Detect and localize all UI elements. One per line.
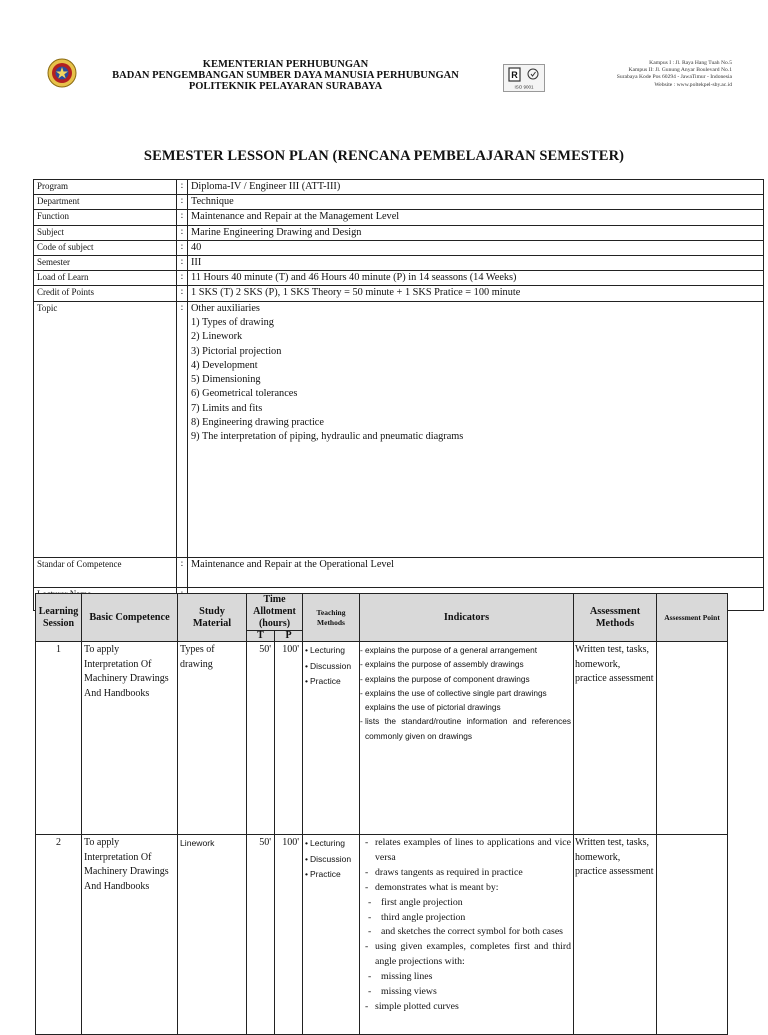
time-t: 50' <box>247 835 275 1035</box>
info-row <box>34 210 764 225</box>
info-value: Maintenance and Repair at the Operational Level <box>188 557 764 587</box>
indicator-item: - explains the use of collective single part drawings <box>365 686 571 700</box>
indicator-item: explains the use of pictorial drawings <box>365 702 501 713</box>
assessment-point <box>657 642 728 835</box>
topic-list <box>188 301 764 557</box>
header-time-p: P <box>275 631 303 642</box>
info-value: Maintenance and Repair at the Management Level <box>188 210 764 225</box>
campus-line: Kampus II: Jl. Gunung Anyar Boulevard No.1 <box>628 67 732 74</box>
indicator-item: - lists the standard/routine information and references commonly given on drawings <box>365 714 571 743</box>
info-label: Semester <box>34 256 177 271</box>
info-label: Load of Learn <box>34 271 177 286</box>
info-value: 11 Hours 40 minute (T) and 46 Hours 40 minute (P) in 14 seassons (14 Weeks) <box>188 271 764 286</box>
basic-competence: To apply Interpretation Of Machinery Drawings And Handbooks <box>82 642 178 835</box>
campus-address <box>560 60 732 89</box>
indicator-item: - explains the purpose of component drawings <box>365 672 571 686</box>
info-row <box>34 240 764 255</box>
basic-competence: To apply Interpretation Of Machinery Drawings And Handbooks <box>82 835 178 1035</box>
info-label: Credit of Points <box>34 286 177 301</box>
method-item: • Lecturing <box>305 643 357 659</box>
table-row <box>36 642 728 835</box>
session-number: 2 <box>36 835 82 1035</box>
teaching-methods <box>303 835 360 1035</box>
topic-item: Other auxiliaries <box>191 302 260 314</box>
indicator-item: - explains the purpose of a general arrangement <box>365 643 571 657</box>
indicator-item: - missing lines <box>365 970 571 985</box>
info-value: III <box>188 256 764 271</box>
assessment-methods: Written test, tasks, homework, practice assessment <box>574 642 657 835</box>
website-line: Website : www.poltekpel-sby.ac.id <box>654 81 732 88</box>
lesson-plan-table <box>35 593 728 1035</box>
header-study-material: Study Material <box>178 594 247 642</box>
topic-item: 9) The interpretation of piping, hydraulic and pneumatic diagrams <box>191 431 464 443</box>
method-item: • Discussion <box>305 852 357 868</box>
svg-text:R: R <box>511 70 518 80</box>
indicator-item: - simple plotted curves <box>365 1000 571 1015</box>
topic-item: 3) Pictorial projection <box>191 345 282 357</box>
info-colon: : <box>177 240 188 255</box>
topic-item: 4) Development <box>191 359 258 371</box>
info-row <box>34 256 764 271</box>
topic-item: 2) Linework <box>191 331 243 343</box>
document-header <box>0 0 768 110</box>
cert-label: ISO 9001 <box>514 84 534 90</box>
header-assessment-point: Assessment Point <box>657 594 728 642</box>
info-colon: : <box>177 557 188 587</box>
info-row <box>34 286 764 301</box>
info-row <box>34 180 764 195</box>
header-teaching-methods: Teaching Methods <box>303 594 360 642</box>
time-p: 100' <box>275 835 303 1035</box>
page-title: SEMESTER LESSON PLAN (RENCANA PEMBELAJARAN SEMESTER) <box>143 148 625 164</box>
info-label: Subject <box>34 225 177 240</box>
info-value: 1 SKS (T) 2 SKS (P), 1 SKS Theory = 50 minute + 1 SKS Pratice = 100 minute <box>188 286 764 301</box>
ministry-name: KEMENTERIAN PERHUBUNGAN <box>202 59 369 70</box>
indicator-item: - demonstrates what is meant by: <box>365 881 571 896</box>
indicator-item: - explains the purpose of assembly drawings <box>365 657 571 671</box>
topic-item: 8) Engineering drawing practice <box>191 417 324 428</box>
time-p: 100' <box>275 642 303 835</box>
indicators-text <box>365 836 571 1015</box>
indicator-item: - using given examples, completes first and third angle projections with: <box>365 940 571 970</box>
study-material: Types of drawing <box>178 642 247 835</box>
info-row <box>34 195 764 210</box>
info-colon: : <box>177 301 188 557</box>
topic-item: 7) Limits and fits <box>191 402 263 414</box>
school-name: POLITEKNIK PELAYARAN SURABAYA <box>188 81 383 92</box>
method-item: • Lecturing <box>305 836 357 852</box>
info-colon: : <box>177 225 188 240</box>
method-item: • Practice <box>305 674 357 690</box>
info-colon: : <box>177 286 188 301</box>
indicator-item: - first angle projection <box>365 896 571 911</box>
info-value: Technique <box>188 195 764 210</box>
time-t: 50' <box>247 642 275 835</box>
header-time-t: T <box>247 631 275 642</box>
institution-title <box>88 59 483 92</box>
indicators-list <box>360 642 574 835</box>
course-info-table <box>33 179 764 611</box>
header-assessment-methods: Assessment Methods <box>574 594 657 642</box>
assessment-methods: Written test, tasks, homework, practice assessment <box>574 835 657 1035</box>
indicator-item: - third angle projection <box>365 911 571 926</box>
indicators-text <box>365 643 571 743</box>
seal-emblem-icon <box>47 58 77 88</box>
header-time-allotment: Time Allotment (hours) <box>247 594 303 631</box>
header-learning-session: Learning Session <box>36 594 82 642</box>
info-colon: : <box>177 271 188 286</box>
assessment-point <box>657 835 728 1035</box>
info-label: Program <box>34 180 177 195</box>
topic-item: 1) Types of drawing <box>191 316 274 328</box>
info-label: Department <box>34 195 177 210</box>
campus-line: Kampus I : Jl. Raya Hang Tuah No.5 <box>649 60 732 66</box>
study-material: Linework <box>178 835 247 1035</box>
info-row <box>34 225 764 240</box>
info-row-topic <box>34 301 764 557</box>
topic-item: 6) Geometrical tolerances <box>191 388 298 400</box>
topic-item: 5) Dimensioning <box>191 374 261 386</box>
info-row-competence <box>34 557 764 587</box>
campus-line: Surabaya Kode Pos 60294 - JawaTimur - Indonesia <box>616 74 732 81</box>
iso-certification-icon <box>503 64 545 92</box>
indicator-item: - missing views <box>365 985 571 1000</box>
agency-name: BADAN PENGEMBANGAN SUMBER DAYA MANUSIA PERHUBUNGAN <box>112 70 459 81</box>
info-row <box>34 271 764 286</box>
info-value: Diploma-IV / Engineer III (ATT-III) <box>188 180 764 195</box>
info-label: Function <box>34 210 177 225</box>
table-row <box>36 835 728 1035</box>
info-label: Topic <box>34 301 177 557</box>
info-value: 40 <box>188 240 764 255</box>
info-colon: : <box>177 210 188 225</box>
info-colon: : <box>177 195 188 210</box>
info-label: Code of subject <box>34 240 177 255</box>
info-colon: : <box>177 180 188 195</box>
indicator-item: - and sketches the correct symbol for both cases <box>365 925 571 940</box>
indicator-item: - relates examples of lines to applications and vice versa <box>365 836 571 866</box>
session-number: 1 <box>36 642 82 835</box>
indicator-item: - draws tangents as required in practice <box>365 866 571 881</box>
teaching-methods <box>303 642 360 835</box>
indicators-list <box>360 835 574 1035</box>
method-item: • Discussion <box>305 659 357 675</box>
info-value: Marine Engineering Drawing and Design <box>188 225 764 240</box>
header-indicators: Indicators <box>360 594 574 642</box>
info-colon: : <box>177 256 188 271</box>
header-basic-competence: Basic Competence <box>82 594 178 642</box>
method-item: • Practice <box>305 867 357 883</box>
info-label: Standar of Competence <box>34 557 177 587</box>
